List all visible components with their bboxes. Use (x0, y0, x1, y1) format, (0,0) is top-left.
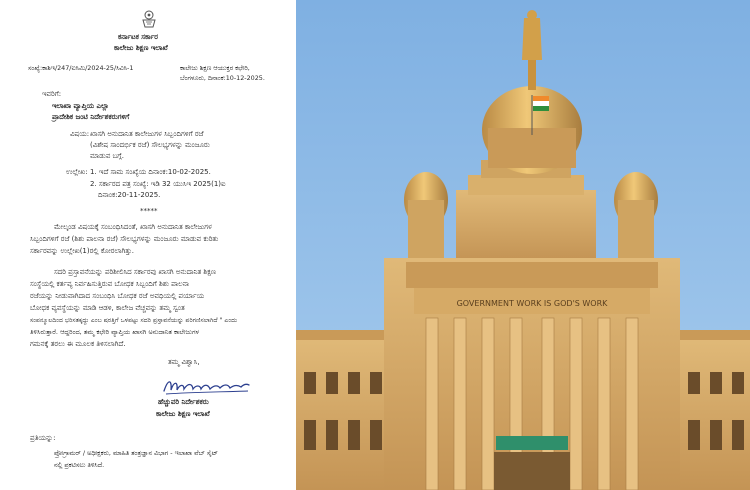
letter-office-line1: ಕಾಲೇಜು ಶಿಕ್ಷಣ ಆಯುಕ್ತರ ಕಛೇರಿ, (180, 64, 250, 72)
handwritten-signature (162, 375, 250, 397)
letter-paragraph2-line7: ಗಮನಕ್ಕೆ ತರಲು ಈ ಮೂಲಕ ತಿಳಿಸಲಾಗಿದೆ. (30, 340, 126, 348)
letter-office-line2: ಬೆಂಗಳೂರು, ದಿನಾಂಕ:10-12-2025. (180, 74, 265, 82)
letter-paragraph1-line1: ಮೇಲ್ಕಂಡ ವಿಷಯಕ್ಕೆ ಸಂಬಂಧಿಸಿದಂತೆ, ಖಾಸಗಿ ಅನುದಾನಿತ ಕಾಲೇಜುಗಳ (54, 223, 212, 231)
government-letter (0, 0, 296, 490)
green-panel (496, 436, 568, 450)
letter-to-line1: ಇಲಾಖಾ ವ್ಯಾಪ್ತಿಯ ಎಲ್ಲಾ (52, 102, 109, 110)
letter-to-label: ಇವರಿಗೆ: (42, 90, 62, 98)
letter-subject-line2: (ವಿಶೇಷ ಸಾಂದರ್ಭಿಕ ರಜೆ) ಸೌಲಭ್ಯಗಳನ್ನು ಮಂಜೂರು (90, 141, 210, 149)
building-photo (296, 0, 750, 490)
letter-subject-label: ವಿಷಯ: (70, 130, 90, 138)
statue-top (522, 18, 542, 60)
letter-reference-1: 1. ಇದೆ ಸಾಮ ಸಂಖ್ಯೆಯ ದಿನಾಂಕ:10-02-2025. (90, 168, 211, 176)
letter-paragraph1-line3: ಸರ್ಕಾರವನ್ನು ಉಲ್ಲೇಖ(1)ರಲ್ಲಿ ಕೋರಲಾಗಿತ್ತು. (30, 247, 135, 255)
letter-stars-separator: ***** (140, 207, 158, 215)
letter-signatory-department: ಕಾಲೇಜು ಶಿಕ್ಷಣ ಇಲಾಖೆ (156, 410, 210, 418)
letter-reference-2-date: ದಿನಾಂಕ:20-11-2025. (98, 191, 161, 199)
letter-reference-2: 2. ಸರ್ಕಾರದ ಪತ್ರ ಸಂಖ್ಯೆ: ಇಡಿ 32 ಯುಸಿಇ 2025(1)ಐ (90, 180, 226, 188)
letter-reference-number: ಸಂಖ್ಯೆ:ಕಾಶಿಇ/247/ಐಸಿಮಿ/2024-25/ಸಿವಿಸಿ-1 (28, 64, 134, 72)
letter-copy-line1: ಪ್ರೋಗ್ರಾಮರ್ / ಅಧೀಕ್ಷಕರು, ಮಾಹಿತಿ ತಂತ್ರಜ್ಞಾನ ವಿಭಾಗ - ಇಲಾಖಾ ವೆಬ್ ಸೈಟ್ (54, 449, 218, 457)
dome-finial (528, 60, 536, 90)
letter-paragraph2-line4: ಬೋಧಕ ವ್ಯವಸ್ಥೆಯನ್ನು ಮಾಡಿ ಆಡಳಿ, ಕಾಲೇಜ ವೆಚ್ಚವನ್ನು ತಮ್ಮ ಸ್ವಂತ (30, 304, 185, 312)
letter-references-label: ಉಲ್ಲೇಖ: (66, 168, 88, 176)
letter-copy-line2: ನಲ್ಲಿ ಪ್ರಕಟಿಸಲು ತಿಳಿಸಿದೆ. (54, 461, 105, 469)
facade-inscription: GOVERNMENT WORK IS GOD'S WORK (456, 299, 608, 308)
state-emblem-icon (140, 8, 158, 30)
letter-paragraph2-line3: ರಜೆಯನ್ನು ನೀಡುವಾಗಿದಾದ ಸಂಬಂಧಿಸಿ ಬೋಧಕ ರಜೆ ಅವಧಿಯಲ್ಲಿ ಪರ್ಯಾಯ (30, 292, 205, 300)
letter-paragraph2-line5: ಸಂಪನ್ಮೂಲದಿಂದ ಭರಿಸತಕ್ಕದ್ದು ಎಂಬ ಷರತ್ತಿಗೆ ಒಳಪಟ್ಟು ಸದರಿ ಪ್ರಸ್ತಾವನೆಯನ್ನು ಪರಿಗಣಿಸಲಾಗಿದೆ " ಎಂದು (30, 317, 238, 324)
letter-subject-line1: ಖಾಸಗಿ ಅನುದಾನಿತ ಕಾಲೇಜುಗಳ ಸಿಬ್ಬಂದಿಗಳಿಗೆ ರಜೆ (90, 130, 204, 138)
left-wing (296, 330, 396, 490)
letter-closing: ತಮ್ಮ ವಿಶ್ವಾಸಿ, (168, 358, 200, 366)
entrance-shadow (494, 452, 570, 490)
letter-government-heading: ಕರ್ನಾಟಕ ಸರ್ಕಾರ (118, 33, 158, 41)
letter-to-line2: ಪ್ರಾದೇಶಿಕ ಜಂಟಿ ನಿರ್ದೇಶಕರುಗಳಿಗೆ (52, 113, 130, 121)
letter-department-heading: ಕಾಲೇಜು ಶಿಕ್ಷಣ ಇಲಾಖೆ (114, 44, 168, 52)
letter-paragraph2-line1: ಸದರಿ ಪ್ರಸ್ತಾವನೆಯನ್ನು ಪರಿಶೀಲಿಸಿದ ಸರ್ಕಾರವು ಖಾಸಗಿ ಅನುದಾನಿತ ಶಿಕ್ಷಣ (54, 268, 217, 276)
letter-subject-line3: ಮಾಡುವ ಬಗ್ಗೆ. (90, 152, 124, 160)
right-wing (680, 330, 750, 490)
letter-paragraph1-line2: ಸಿಬ್ಬಂದಿಗಳಿಗೆ ರಜೆ (ಶಿಶು ಪಾಲನಾ ರಜೆ) ಸೌಲಭ್ಯಗಳನ್ನು ಮಂಜೂರು ಮಾಡುವ ಕುರಿತು (30, 235, 219, 243)
letter-signatory-title: ಹೆಚ್ಚುವರಿ ನಿರ್ದೇಶಕರು (158, 398, 209, 406)
letter-paragraph2-line2: ಸಂಸ್ಥೆಯಲ್ಲಿ ಕರ್ತವ್ಯ ನಿರ್ವಹಿಸುತ್ತಿರುವ ಬೋಧಕ ಸಿಬ್ಬಂದಿಗೆ ಶಿಶು ಪಾಲನಾ (30, 280, 190, 288)
building-illustration (296, 0, 750, 490)
letter-paragraph2-line6: ತಿಳಿಸಿರುತ್ತಾರೆ. ಆದ್ದರಿಂದ, ತಮ್ಮ ಕಛೇರಿ ವ್ಯಾಪ್ತಿಯ ಖಾಸಗಿ ಅನುದಾನಿತ ಕಾಲೇಜುಗಳ (30, 328, 200, 336)
letter-copy-label: ಪ್ರತಿಯನ್ನು: (30, 434, 56, 442)
central-tower (456, 160, 596, 260)
